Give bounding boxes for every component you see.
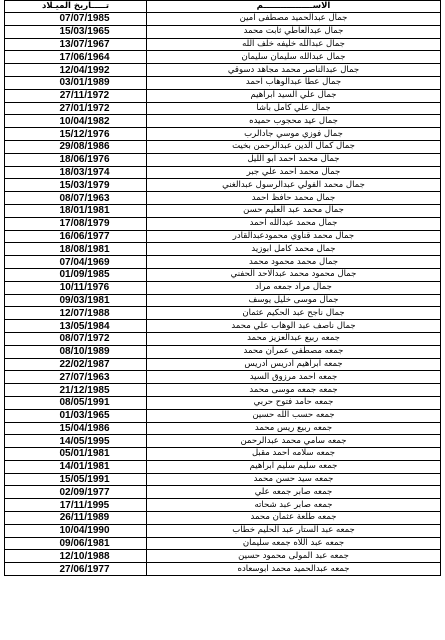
table-row: [5, 179, 441, 192]
table-row: [5, 230, 441, 243]
table-row: [5, 268, 441, 281]
name-cell: جمعه ربيع عبدالعزيز محمد: [147, 332, 441, 345]
name-cell: جمعه عبدالحميد محمد ابوسعاده: [147, 563, 441, 576]
birth-date-cell: 13/07/1967: [5, 38, 147, 51]
birth-date-cell: 01/09/1985: [5, 268, 147, 281]
table-row: [5, 89, 441, 102]
column-header-birth-date: تـــــاريخ الميـلاد: [5, 1, 147, 13]
spreadsheet: [4, 0, 440, 576]
column-header-name: الاســـــــــــــــــم: [147, 1, 441, 13]
name-cell: جمعه عبد الستار عبد الحليم خطاب: [147, 524, 441, 537]
table-row: [5, 345, 441, 358]
birth-date-cell: 15/04/1986: [5, 422, 147, 435]
birth-date-cell: 09/06/1981: [5, 537, 147, 550]
table-row: [5, 243, 441, 256]
table-row: [5, 166, 441, 179]
name-cell: جمعه مصطفى عمران محمد: [147, 345, 441, 358]
table-row: [5, 64, 441, 77]
birth-date-cell: 26/11/1989: [5, 512, 147, 525]
table-row: [5, 409, 441, 422]
name-cell: جمال محمد كامل ابوزيد: [147, 243, 441, 256]
birth-date-cell: 16/06/1977: [5, 230, 147, 243]
name-cell: جمال موسى خليل يوسف: [147, 294, 441, 307]
table-row: [5, 473, 441, 486]
table-row: [5, 486, 441, 499]
birth-date-cell: 27/07/1963: [5, 371, 147, 384]
table-row: [5, 13, 441, 26]
birth-date-cell: 17/08/1979: [5, 217, 147, 230]
name-cell: جمال محمود محمد عبدالاحد الحفني: [147, 268, 441, 281]
name-cell: جمال محمد عبد العليم حسن: [147, 204, 441, 217]
name-cell: جمعه احمد مرزوق السيد: [147, 371, 441, 384]
birth-date-cell: 18/06/1976: [5, 153, 147, 166]
birth-date-cell: 27/11/1972: [5, 89, 147, 102]
name-cell: جمال عبدالناصر محمد مجاهد دسوقي: [147, 64, 441, 77]
name-cell: جمال كمال الدين عبدالرحمن بخيت: [147, 140, 441, 153]
birth-date-cell: 12/04/1992: [5, 64, 147, 77]
birth-date-cell: 13/05/1984: [5, 320, 147, 333]
birth-date-cell: 12/07/1988: [5, 307, 147, 320]
name-cell: جمعه عبد المولى محمود حسين: [147, 550, 441, 563]
name-cell: جمال علي السيد ابراهيم: [147, 89, 441, 102]
table-row: [5, 51, 441, 64]
table-body: [5, 13, 441, 576]
table-row: [5, 256, 441, 269]
birth-date-cell: 09/03/1981: [5, 294, 147, 307]
name-cell: جمعه سليم سليم ابراهيم: [147, 460, 441, 473]
birth-date-cell: 01/03/1965: [5, 409, 147, 422]
table-row: [5, 563, 441, 576]
name-cell: جمال علي كامل باشا: [147, 102, 441, 115]
name-cell: جمعه حامد فتوح حربي: [147, 396, 441, 409]
table-row: [5, 435, 441, 448]
name-cell: جمال محمد احمد علي جبر: [147, 166, 441, 179]
table-row: [5, 25, 441, 38]
table-row: [5, 396, 441, 409]
table-row: [5, 371, 441, 384]
table-row: [5, 115, 441, 128]
table-row: [5, 217, 441, 230]
table-row: [5, 499, 441, 512]
table-row: [5, 307, 441, 320]
table-row: [5, 384, 441, 397]
birth-date-cell: 08/10/1989: [5, 345, 147, 358]
table-row: [5, 128, 441, 141]
name-cell: جمعه سلامه احمد مقبل: [147, 448, 441, 461]
name-cell: جمال ناصف عبد الوهاب علي محمد: [147, 320, 441, 333]
name-cell: جمال عبدالله سليمان سليمان: [147, 51, 441, 64]
name-cell: جمال عبدالله خليفه خلف الله: [147, 38, 441, 51]
name-cell: جمعه ابراهيم ادريس ادريس: [147, 358, 441, 371]
name-cell: جمال محمد احمد ابو الليل: [147, 153, 441, 166]
birth-date-cell: 08/05/1991: [5, 396, 147, 409]
name-cell: جمال فوزي موسي جادالرب: [147, 128, 441, 141]
birth-date-cell: 15/03/1979: [5, 179, 147, 192]
names-table: [4, 0, 441, 576]
name-cell: جمال مراد جمعه مراد: [147, 281, 441, 294]
name-cell: جمعه ربيع ريس محمد: [147, 422, 441, 435]
table-row: [5, 537, 441, 550]
birth-date-cell: 18/08/1981: [5, 243, 147, 256]
birth-date-cell: 02/09/1977: [5, 486, 147, 499]
birth-date-cell: 18/01/1981: [5, 204, 147, 217]
birth-date-cell: 22/02/1987: [5, 358, 147, 371]
birth-date-cell: 14/05/1995: [5, 435, 147, 448]
name-cell: جمعه جمعه موسى محمد: [147, 384, 441, 397]
name-cell: جمال محمد الفولي عبدالرسول عبدالغني: [147, 179, 441, 192]
birth-date-cell: 07/04/1969: [5, 256, 147, 269]
name-cell: جمعه طلعة عثمان محمد: [147, 512, 441, 525]
table-row: [5, 524, 441, 537]
name-cell: جمال محمد حافظ احمد: [147, 192, 441, 205]
table-row: [5, 422, 441, 435]
name-cell: جمعه سيد حسن محمد: [147, 473, 441, 486]
birth-date-cell: 14/01/1981: [5, 460, 147, 473]
birth-date-cell: 07/07/1985: [5, 13, 147, 26]
table-row: [5, 358, 441, 371]
name-cell: جمعه صابر عبد شحاته: [147, 499, 441, 512]
birth-date-cell: 15/05/1991: [5, 473, 147, 486]
table-row: [5, 320, 441, 333]
birth-date-cell: 10/04/1990: [5, 524, 147, 537]
table-row: [5, 281, 441, 294]
birth-date-cell: 27/06/1977: [5, 563, 147, 576]
birth-date-cell: 10/11/1976: [5, 281, 147, 294]
table-row: [5, 512, 441, 525]
birth-date-cell: 05/01/1981: [5, 448, 147, 461]
table-row: [5, 76, 441, 89]
table-row: [5, 140, 441, 153]
name-cell: جمال محمد محمود محمد: [147, 256, 441, 269]
birth-date-cell: 12/10/1988: [5, 550, 147, 563]
birth-date-cell: 03/01/1989: [5, 76, 147, 89]
name-cell: جمال محمد عبدالله احمد: [147, 217, 441, 230]
birth-date-cell: 21/12/1985: [5, 384, 147, 397]
table-row: [5, 294, 441, 307]
name-cell: جمعه حسب الله حسين: [147, 409, 441, 422]
table-row: [5, 102, 441, 115]
name-cell: جمال عبدالعاطي ثابت محمد: [147, 25, 441, 38]
table-row: [5, 192, 441, 205]
name-cell: جمعه سامي محمد عبدالرحمن: [147, 435, 441, 448]
name-cell: جمال عطا عبدالوهاب احمد: [147, 76, 441, 89]
birth-date-cell: 10/04/1982: [5, 115, 147, 128]
table-row: [5, 38, 441, 51]
birth-date-cell: 08/07/1963: [5, 192, 147, 205]
table-row: [5, 460, 441, 473]
header-row: [5, 1, 441, 13]
table-row: [5, 153, 441, 166]
birth-date-cell: 15/12/1976: [5, 128, 147, 141]
birth-date-cell: 17/11/1995: [5, 499, 147, 512]
name-cell: جمال عيد محجوب حميده: [147, 115, 441, 128]
table-row: [5, 204, 441, 217]
name-cell: جمعه صابر جمعه علي: [147, 486, 441, 499]
name-cell: جمال محمد قناوي محمودعبدالقادر: [147, 230, 441, 243]
table-row: [5, 448, 441, 461]
birth-date-cell: 18/03/1974: [5, 166, 147, 179]
birth-date-cell: 17/06/1964: [5, 51, 147, 64]
name-cell: جمال ناجح عبد الحكيم عثمان: [147, 307, 441, 320]
birth-date-cell: 29/08/1986: [5, 140, 147, 153]
birth-date-cell: 27/01/1972: [5, 102, 147, 115]
birth-date-cell: 15/03/1965: [5, 25, 147, 38]
name-cell: جمعه عبد اللاه جمعه سليمان: [147, 537, 441, 550]
name-cell: جمال عبدالحميد مصطفى امين: [147, 13, 441, 26]
table-row: [5, 550, 441, 563]
table-row: [5, 332, 441, 345]
birth-date-cell: 08/07/1972: [5, 332, 147, 345]
